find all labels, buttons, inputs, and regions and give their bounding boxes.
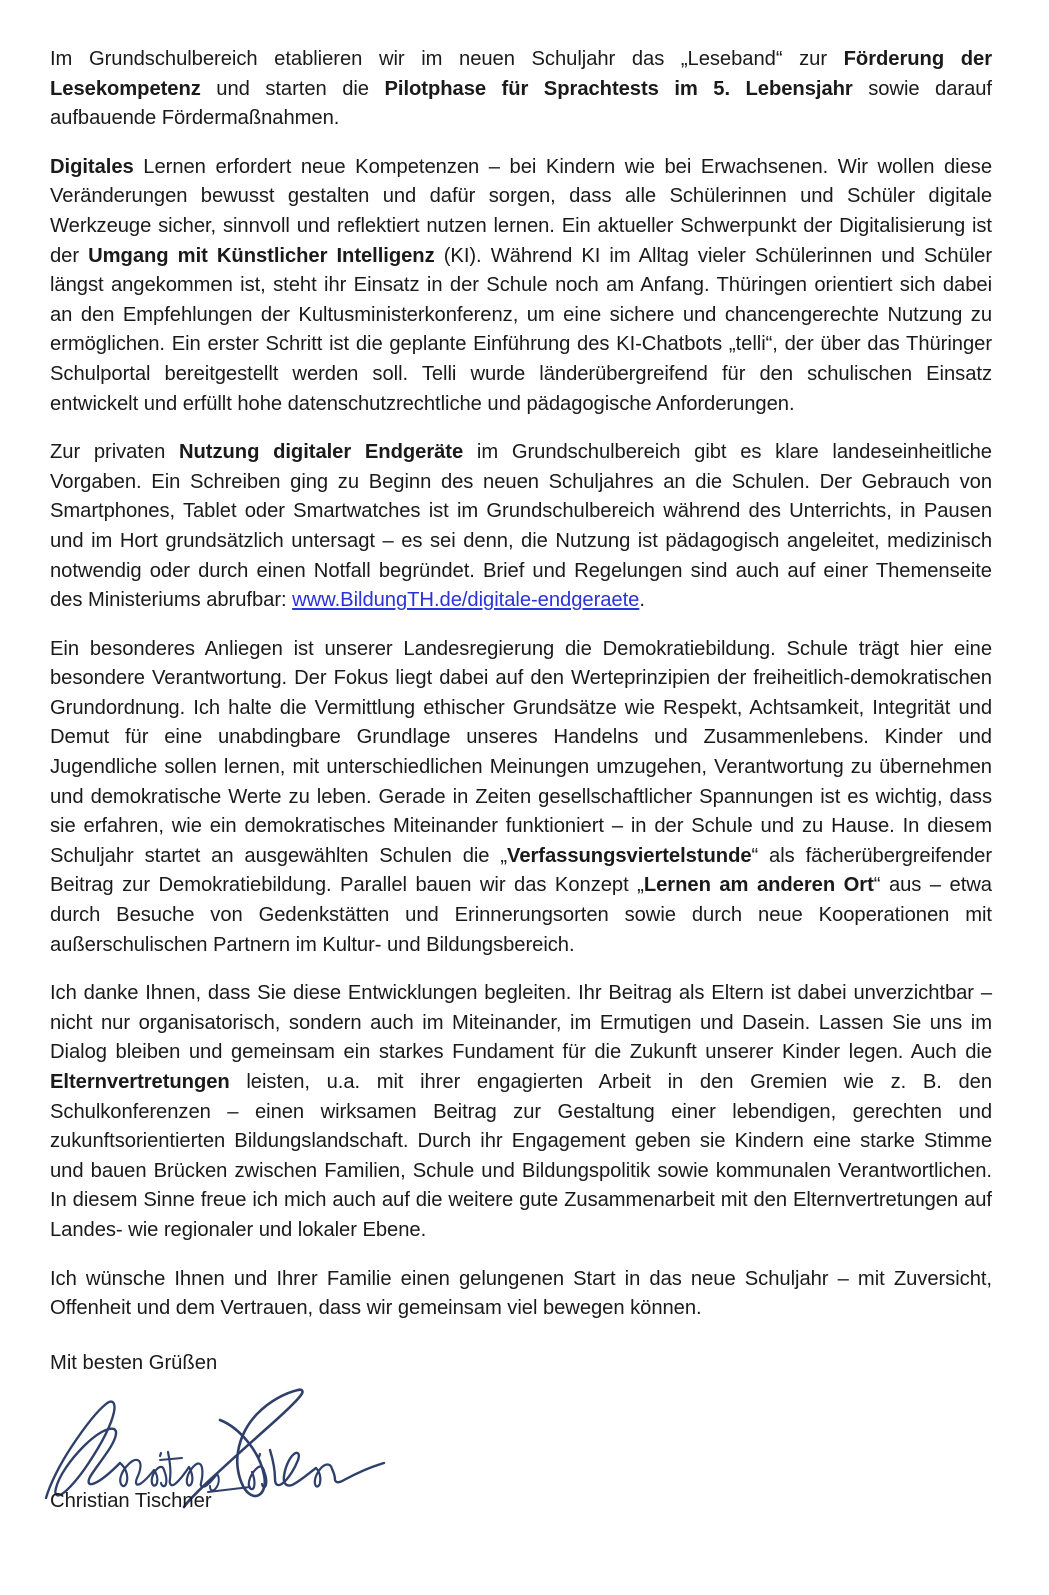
text-segment: Ich wünsche Ihnen und Ihrer Familie einen gelungenen Start in das neue Schuljahr – mit Zuversicht, Offenheit und dem Vertrauen, dass wir gemeinsam viel bewegen können. xyxy=(50,1267,992,1320)
emphasis-umgang-ki: Umgang mit Künstlicher Intelligenz xyxy=(88,244,435,267)
text-segment: “ aus – etwa durch Besuche von Gedenkstätten und Erinnerungsorten sowie durch neue Kooperationen mit außerschulischen Partnern im Kultur- und Bildungsbereich. xyxy=(50,874,992,956)
emphasis-pilotphase-sprachtests: Pilotphase für Sprachtests im 5. Lebensjahr xyxy=(384,77,853,100)
link-bildungth-digitale-endgeraete[interactable]: www.BildungTH.de/digitale-endgeraete xyxy=(292,589,640,612)
signer-name: Christian Tischner xyxy=(50,1490,212,1513)
text-segment: und starten die xyxy=(200,77,385,100)
text-segment: im Grundschulbereich gibt es klare landeseinheitliche Vorgaben. Ein Schreiben ging zu Beginn des neuen Schuljahres an die Schulen. Der Gebrauch von Smartphones, Tablet oder Smartwatches ist im Grundschulbereich während des Unterrichts, in Pausen und im Hort grundsätzlich untersagt – es sei denn, die Nutzung ist pädagogisch angeleitet, medizinisch notwendig oder durch einen Notfall begründet. Brief und Regelungen sind auch auf einer Themenseite des Ministeriums abrufbar: xyxy=(50,441,992,612)
paragraph-digitales-lernen xyxy=(50,153,992,419)
text-segment: (KI). Während KI im Alltag vieler Schülerinnen und Schüler längst angekommen ist, steht ihr Einsatz in der Schule noch am Anfang. Thüringen orientiert sich dabei an den Empfehlungen der Kultusministerkonferenz, um eine sichere und chancengerechte Nutzung zu ermöglichen. Ein erster Schritt ist die geplante Einführung des KI-Chatbots „telli“, der über das Thüringer Schulportal bereitgestellt werden soll. Telli wurde länderübergreifend für den schulischen Einsatz entwickelt und erfüllt hohe datenschutzrechtliche und pädagogische Anforderungen. xyxy=(50,244,992,415)
emphasis-digitales: Digitales xyxy=(50,155,134,178)
paragraph-leseband xyxy=(50,45,992,134)
text-segment: Ich danke Ihnen, dass Sie diese Entwicklungen begleiten. Ihr Beitrag als Eltern ist dabei unverzichtbar – nicht nur organisatorisch, sondern auch im Miteinander, im Ermutigen und Dasein. Lassen Sie uns im Dialog bleiben und gemeinsam ein starkes Fundament für die Zukunft unserer Kinder legen. Auch die xyxy=(50,982,992,1064)
emphasis-elternvertretungen: Elternvertretungen xyxy=(50,1071,230,1093)
text-segment: “ als fächerübergreifender Beitrag zur Demokratiebildung. Parallel bauen wir das Konzept „ xyxy=(50,844,992,897)
text-segment: Ein besonderes Anliegen ist unserer Landesregierung die Demokratiebildung. Schule trägt hier eine besondere Verantwortung. Der Fokus liegt dabei auf den Werteprinzipien der freiheitlich-demokratischen Grundordnung. Ich halte die Vermittlung ethischer Grundsätze wie Respekt, Achtsamkeit, Integrität und Demut für eine unabdingbare Grundlage unseres Handelns und Zusammenlebens. Kinder und Jugendliche sollen lernen, mit unterschiedlichen Meinungen umzugehen, Verantwortung zu übernehmen und demokratische Werte zu leben. Gerade in Zeiten gesellschaftlicher Spannungen ist es wichtig, dass sie erfahren, wie ein demokratisches Miteinander funktioniert – in der Schule und zu Hause. In diesem Schuljahr startet an ausgewählten Schulen die „ xyxy=(50,637,992,867)
emphasis-nutzung-digitaler-endgeraete: Nutzung digitaler Endgeräte xyxy=(179,441,464,464)
letter-body xyxy=(50,45,993,1513)
text-segment: sowie darauf aufbauende Fördermaßnahmen. xyxy=(50,77,992,130)
text-segment: Lernen erfordert neue Kompetenzen – bei Kindern wie bei Erwachsenen. Wir wollen diese Veränderungen bewusst gestalten und dafür sorgen, dass alle Schülerinnen und Schüler digitale Werkzeuge sicher, sinnvoll und reflektiert nutzen lernen. Ein aktueller Schwerpunkt der Digitalisierung ist der xyxy=(50,155,992,267)
closing-salutation: Mit besten Grüßen xyxy=(50,1351,218,1374)
emphasis-foerderung-lesekompetenz: Förderung der Lesekompetenz xyxy=(50,48,993,100)
paragraph-wuensche xyxy=(50,1265,992,1324)
paragraph-demokratiebildung xyxy=(50,635,992,961)
paragraph-endgeraete xyxy=(50,438,992,616)
emphasis-lernen-am-anderen-ort: Lernen am anderen Ort xyxy=(643,874,874,897)
emphasis-verfassungsviertelstunde: Verfassungsviertelstunde xyxy=(507,844,752,867)
text-segment: leisten, u.a. mit ihrer engagierten Arbeit in den Gremien wie z. B. den Schulkonferenzen – einen wirksamen Beitrag zur Gestaltung einer lebendigen, gerechten und zukunftsorientierten Bildungslandschaft. Durch ihr Engagement geben sie Kindern eine starke Stimme und bauen Brücken zwischen Familien, Schule und Bildungspolitik sowie kommunalen Verantwortlichen. In diesem Sinne freue ich mich auch auf die weitere gute Zusammenarbeit mit den Elternvertretungen auf Landes- wie regionaler und lokaler Ebene. xyxy=(50,1071,992,1241)
paragraph-dank-eltern xyxy=(50,979,992,1245)
text-segment: Im Grundschulbereich etablieren wir im neuen Schuljahr das „Leseband“ zur xyxy=(50,48,844,70)
text-segment: Zur privaten xyxy=(50,441,179,464)
signature-block xyxy=(50,1380,470,1513)
text-segment: . xyxy=(639,589,645,612)
